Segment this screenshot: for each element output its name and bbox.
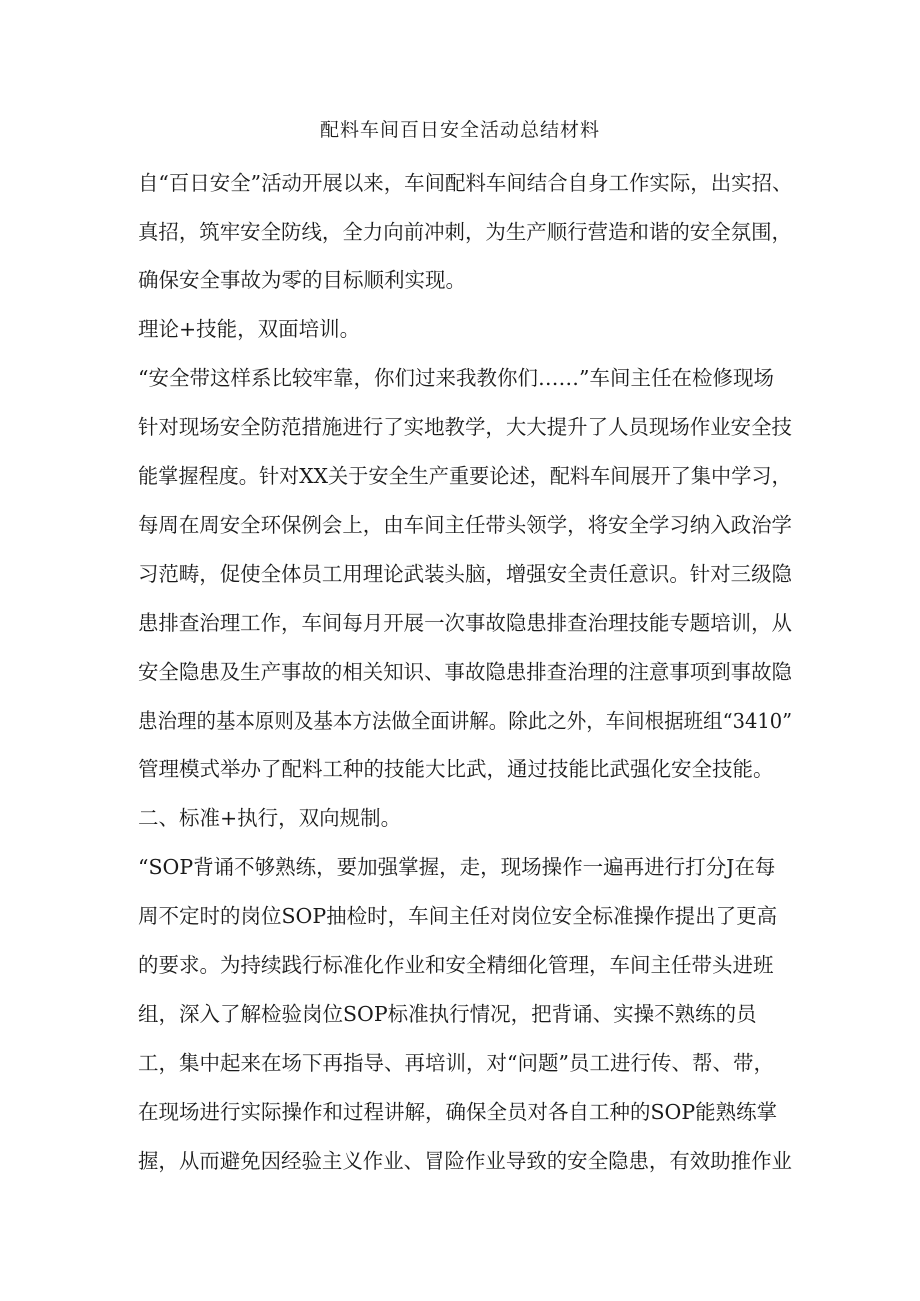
body-line: 的要求。为持续践行标准化作业和安全精细化管理，车间主任带头进班 xyxy=(138,953,774,977)
body-line: 能掌握程度。针对XX关于安全生产重要论述，配料车间展开了集中学习， xyxy=(138,464,792,488)
body-line: 安全隐患及生产事故的相关知识、事故隐患排查治理的注意事项到事故隐 xyxy=(138,660,792,684)
document-title: 配料车间百日安全活动总结材料 xyxy=(319,119,600,141)
section-heading: 理论+技能，双面培训。 xyxy=(138,317,361,341)
body-line: 患排查治理工作，车间每月开展一次事故隐患排查治理技能专题培训，从 xyxy=(138,611,792,635)
body-line: 组，深入了解检验岗位SOP标准执行情况，把背诵、实操不熟练的员 xyxy=(138,1002,757,1026)
section-heading: 二、标准+执行，双向规制。 xyxy=(138,806,402,830)
body-line: 真招，筑牢安全防线，全力向前冲刺，为生产顺行营造和谐的安全氛围， xyxy=(138,220,792,244)
body-line: 在现场进行实际操作和过程讲解，确保全员对各自工种的SOP能熟练掌 xyxy=(138,1100,778,1124)
body-line: “安全带这样系比较牢靠，你们过来我教你们……”车间主任在检修现场 xyxy=(138,366,774,390)
body-line: 患治理的基本原则及基本方法做全面讲解。除此之外，车间根据班组“3410” xyxy=(138,709,793,733)
body-line: 自“百日安全”活动开展以来，车间配料车间结合自身工作实际，出实招、 xyxy=(138,171,793,195)
body-line: 周不定时的岗位SOP抽检时，车间主任对岗位安全标准操作提出了更高 xyxy=(138,904,778,928)
body-line: 每周在周安全环保例会上，由车间主任带头领学，将安全学习纳入政治学 xyxy=(138,513,792,537)
body-line: 管理模式举办了配料工种的技能大比武，通过技能比武强化安全技能。 xyxy=(138,757,774,781)
body-line: 习范畴，促使全体员工用理论武装头脑，增强安全责任意识。针对三级隐 xyxy=(138,562,792,586)
body-line: 握，从而避免因经验主义作业、冒险作业导致的安全隐患，有效助推作业 xyxy=(138,1149,792,1173)
body-line: “SOP背诵不够熟练，要加强掌握，走，现场操作一遍再进行打分J在每 xyxy=(138,855,776,879)
body-line: 针对现场安全防范措施进行了实地教学，大大提升了人员现场作业安全技 xyxy=(138,415,792,439)
body-line: 确保安全事故为零的目标顺利实现。 xyxy=(138,268,466,292)
body-line: 工，集中起来在场下再指导、再培训，对“问题”员工进行传、帮、带， xyxy=(138,1051,774,1075)
